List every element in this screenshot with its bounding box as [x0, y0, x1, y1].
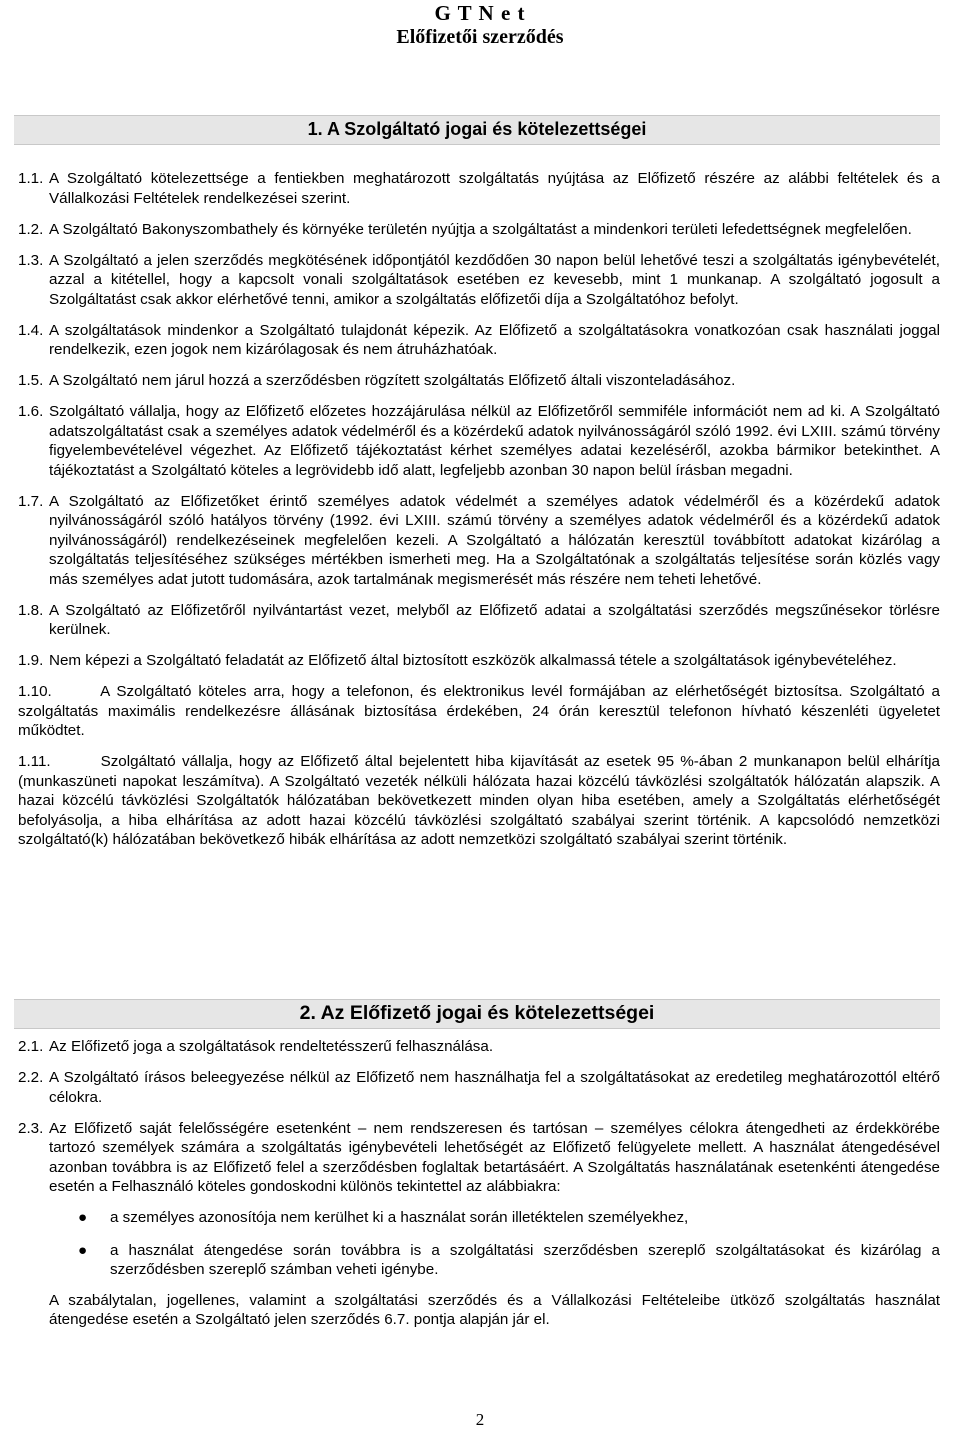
- clause-2-3: [18, 1119, 940, 1197]
- clause-text: A Szolgáltató az Előfizetőket érintő személyes adatok védelmét a személyes adatok védelméről és a közérdekű adatok nyilvánosságáról szóló hatályos törvény (1992. évi LXIII. számú törvény a személyes adatok védelméről és a közérdekű adatok nyilvánosságáról) rendelkezéseinek megfelelően kezeli. A Szolgáltató a hálózatán keresztül továbbított adatokat kizárólag a szolgáltatás teljesítéséhez szükséges mértékben ismerheti meg. Ha a Szolgáltatónak a szolgáltatás teljesítése során közlés vagy más személyes adat jutott tudomására, azok tartalmának megismerését más részére nem teheti lehetővé.: [49, 492, 940, 588]
- clause-2-2: [18, 1068, 940, 1107]
- clause-text: A Szolgáltató kötelezettsége a fentiekben meghatározott szolgáltatás nyújtása az Előfizető részére az alábbi feltételek és a Vállalkozási Feltételek rendelkezései szerint.: [49, 170, 940, 207]
- section-1-content: [18, 169, 940, 861]
- section-heading-2: 2. Az Előfizető jogai és kötelezettségei: [14, 999, 940, 1029]
- clause-text: A szolgáltatások mindenkor a Szolgáltató tulajdonát képezik. Az Előfizető a szolgáltatásokra vonatkozóan csak használati joggal rendelkezik, ezen jogok nem kizárólagosak és nem átruházhatóak.: [49, 321, 940, 358]
- clause-1-3: [18, 251, 940, 310]
- clause-number: 1.8.: [18, 601, 44, 619]
- clause-number: 1.4.: [18, 321, 44, 339]
- clause-text: A Szolgáltató a jelen szerződés megkötésének időpontjától kezdődően 30 napon belül lehetővé teszi a szolgáltatás igénybevételét, azzal a kitétellel, hogy a kapcsolt vonali szolgáltatások esetében ez kevesebb, mint 1 munkanap. A szolgáltató jogosult a Szolgáltatást csak akkor elérhetővé tenni, amikor a szolgáltatás előfizetői díja a Szolgáltatóhoz befolyt.: [49, 251, 940, 308]
- clause-1-1: [18, 169, 940, 208]
- clause-1-11: [18, 752, 940, 850]
- section-2-content: [18, 1037, 940, 1330]
- clause-1-7: [18, 492, 940, 590]
- clause-2-1: [18, 1037, 940, 1057]
- list-item: [18, 1241, 940, 1280]
- clause-1-5: [18, 371, 940, 391]
- list-item-text: a használat átengedése során továbbra is a szolgáltatási szerződésben szereplő szolgáltatásokat és kizárólag a szerződésben szereplő számban veheti igénybe.: [110, 1241, 940, 1278]
- clause-number: 1.7.: [18, 492, 44, 510]
- clause-number: 1.3.: [18, 251, 44, 269]
- bullet-list: [18, 1208, 940, 1280]
- clause-text: A Szolgáltató köteles arra, hogy a telefonon, és elektronikus levél formájában az elérhetőségét biztosítsa. Szolgáltató a szolgáltatás maximális rendelkezésre állásának biztosítása érdekében, 24 órán keresztül telefonon hívható készenléti ügyeletet működtet.: [18, 683, 940, 739]
- clause-number: 1.9.: [18, 652, 44, 669]
- clause-1-2: [18, 220, 940, 240]
- clause-1-4: [18, 321, 940, 360]
- document-header: [0, 0, 960, 50]
- clause-number: 1.2.: [18, 220, 44, 238]
- clause-text: Szolgáltató vállalja, hogy az Előfizető által bejelentett hiba kijavítását az esetek 95 %-ában 2 munkanapon belül elhárítja (munkaszüneti napokat leszámítva). A Szolgáltató vezeték nélküli hálózata hazai közcélú távközlési szolgáltatók hálózatán alapszik. A hazai közcélú távközlési Szolgáltatók hálózatában bekövetkezett minden olyan hiba esetében, amely a Szolgáltatás elérhetőségét befolyásolja, a hiba elhárítása az adott hazai közcélú távközlési szolgáltató szabályai szerint történik. A kapcsolódó nemzetközi szolgáltató(k) hálózatában bekövetkező hibák elhárítása az adott nemzetközi szolgáltató szabályai szerint történik.: [18, 753, 940, 848]
- clause-text: Szolgáltató vállalja, hogy az Előfizető előzetes hozzájárulása nélkül az Előfizetőről semmiféle információt nem ad ki. A Szolgáltató adatszolgáltatást csak a személyes adatok védelméről és a közérdekű adatok nyilvánosságáról szóló 1992. évi LXIII. számú törvény figyelembevételével végezhet. Az Előfizető tájékoztatást kérhet személyes adatai kezeléséről, azokba bármikor betekinthet. A tájékoztatást a Szolgáltató köteles a legrövidebb idő alatt, legfeljebb azonban 30 napon belül írásban megadni.: [49, 403, 940, 479]
- closing-paragraph: A szabálytalan, jogellenes, valamint a szolgáltatási szerződés és a Vállalkozási Feltételeibe ütköző szolgáltatás használat átengedése esetén a Szolgáltató jelen szerződés 6.7. pontja alapján jár el.: [49, 1291, 940, 1328]
- clause-1-10: [18, 682, 940, 741]
- clause-number: 2.1.: [18, 1038, 44, 1055]
- clause-text: Az Előfizető joga a szolgáltatások rendeltetésszerű felhasználása.: [49, 1038, 494, 1055]
- clause-text: A Szolgáltató nem járul hozzá a szerződésben rögzített szolgáltatás Előfizető általi viszonteladásához.: [49, 372, 736, 389]
- clause-number: 2.2.: [18, 1069, 44, 1086]
- clause-text: Az Előfizető saját felelősségére esetenként – nem rendszeresen és tartósan – személyes célokra átengedheti az érdekkörébe tartozó személyek számára a szolgáltatás igénybevételi lehetőségét az Előfizető felügyelete mellett. A használat átengedésével azonban továbbra is az Előfizető felel a szerződésben foglaltak betartásáért. A Szolgáltatás használatának esetenkénti átengedése esetén a Felhasználó köteles gondoskodni különös tekintettel az alábbiakra:: [49, 1119, 940, 1195]
- clause-1-6: [18, 402, 940, 480]
- clause-number: 1.11.: [18, 753, 51, 770]
- clause-1-9: [18, 651, 940, 671]
- clause-text: A Szolgáltató az Előfizetőről nyilvántartást vezet, melyből az Előfizető adatai a szolgáltatási szerződés megszűnésekor törlésre kerülnek.: [49, 601, 940, 638]
- clause-text: Nem képezi a Szolgáltató feladatát az Előfizető által biztosított eszközök alkalmassá tétele a szolgáltatások igénybevételéhez.: [49, 652, 897, 669]
- list-item-text: a személyes azonosítója nem kerülhet ki a használat során illetéktelen személyekhez,: [110, 1209, 689, 1226]
- list-item: [18, 1208, 940, 1228]
- clause-text: A Szolgáltató írásos beleegyezése nélkül az Előfizető nem használhatja fel a szolgáltatásokat az eredetileg meghatározottól eltérő célokra.: [49, 1069, 940, 1106]
- bullet-icon: ●: [78, 1209, 88, 1226]
- clause-1-8: [18, 601, 940, 640]
- clause-number: 1.5.: [18, 372, 44, 389]
- page-number: 2: [475, 1410, 485, 1429]
- company-name: G T N e t: [434, 1, 526, 25]
- clause-number: 1.1.: [18, 170, 44, 187]
- clause-text: A Szolgáltató Bakonyszombathely és környéke területén nyújtja a szolgáltatást a mindenkori területi lefedettségnek megfelelően.: [49, 220, 912, 238]
- clause-number: 2.3.: [18, 1119, 44, 1137]
- bullet-icon: ●: [78, 1241, 88, 1259]
- clause-number: 1.6.: [18, 403, 44, 420]
- section-heading-1: 1. A Szolgáltató jogai és kötelezettségei: [14, 115, 940, 145]
- clause-number: 1.10.: [18, 683, 52, 700]
- document-title: Előfizetői szerződés: [396, 26, 564, 48]
